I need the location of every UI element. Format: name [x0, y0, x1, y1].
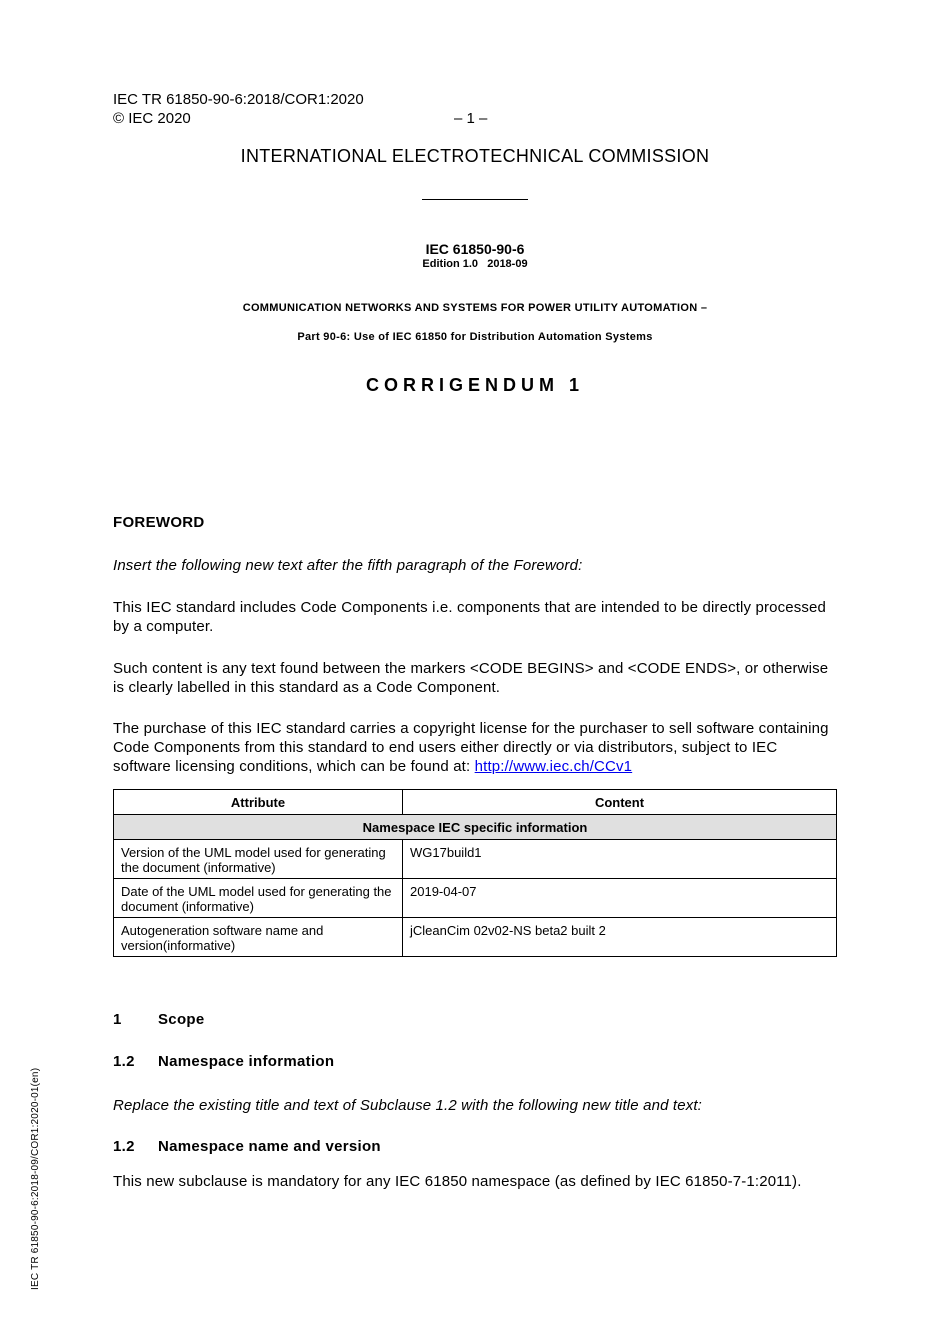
- content-cell: jCleanCim 02v02-NS beta2 built 2: [403, 918, 837, 957]
- table-row: [114, 879, 837, 918]
- foreword-paragraph-1: [113, 598, 837, 636]
- edition: Edition 1.0 2018-09: [422, 258, 528, 270]
- paragraph-text: This IEC standard includes Code Components i.e. components that are intended to be directly processed by a computer.: [113, 599, 827, 635]
- table-group-row: [114, 815, 837, 840]
- group-label: Namespace IEC specific information: [114, 815, 837, 840]
- final-paragraph: [113, 1172, 837, 1191]
- column-header: Content: [403, 790, 837, 815]
- foreword-heading: FOREWORD: [113, 514, 205, 531]
- page-number: – 1 –: [454, 110, 488, 127]
- attribute-cell: Autogeneration software name and version(informative): [114, 918, 403, 957]
- ccv1-link[interactable]: http://www.iec.ch/CCv1: [474, 758, 633, 775]
- section-number: 1.2: [113, 1138, 135, 1155]
- section-title: Scope: [158, 1011, 205, 1028]
- section-number: 1: [113, 1011, 122, 1028]
- paragraph-text: This new subclause is mandatory for any IEC 61850 namespace (as defined by IEC 61850-7-1:2011).: [113, 1173, 802, 1190]
- standard-title: COMMUNICATION NETWORKS AND SYSTEMS FOR POWER UTILITY AUTOMATION –: [242, 302, 708, 314]
- table-row: [114, 840, 837, 879]
- paragraph-text: The purchase of this IEC standard carries a copyright license for the purchaser to sell software containing Code Components from this standard to end users either directly or via distributors, subject to IEC software licensing conditions, which can be found at:: [113, 720, 829, 775]
- section-title: Namespace name and version: [158, 1138, 381, 1155]
- table-header-row: [114, 790, 837, 815]
- paragraph-text: Such content is any text found between the markers <CODE BEGINS> and <CODE ENDS>, or otherwise is clearly labelled in this standard as a Code Component.: [113, 660, 829, 696]
- attribute-cell: Date of the UML model used for generating the document (informative): [114, 879, 403, 918]
- corrigendum-title: CORRIGENDUM 1: [365, 375, 584, 395]
- sidebar-reference: IEC TR 61850-90-6:2018-09/COR1:2020-01(en): [30, 1067, 41, 1290]
- title-divider: [422, 199, 528, 200]
- standard-part: Part 90-6: Use of IEC 61850 for Distribution Automation Systems: [297, 331, 653, 343]
- foreword-paragraph-2: [113, 659, 837, 697]
- standard-number: IEC 61850-90-6: [425, 241, 525, 257]
- organization-title: INTERNATIONAL ELECTROTECHNICAL COMMISSION: [240, 146, 710, 166]
- section-1-2-new-heading: [113, 1138, 381, 1155]
- table-row: [114, 918, 837, 957]
- namespace-table: [113, 789, 837, 957]
- copyright: © IEC 2020: [113, 110, 191, 127]
- section-number: 1.2: [113, 1053, 135, 1070]
- section-1-heading: [113, 1011, 205, 1028]
- column-header: Attribute: [114, 790, 403, 815]
- section-title: Namespace information: [158, 1053, 335, 1070]
- content-cell: 2019-04-07: [403, 879, 837, 918]
- content-cell: WG17build1: [403, 840, 837, 879]
- replace-instruction: Replace the existing title and text of Subclause 1.2 with the following new title and text:: [113, 1097, 702, 1114]
- foreword-instruction: Insert the following new text after the fifth paragraph of the Foreword:: [113, 557, 583, 574]
- foreword-paragraph-3: [113, 719, 837, 776]
- section-1-2-heading: [113, 1053, 334, 1070]
- attribute-cell: Version of the UML model used for generating the document (informative): [114, 840, 403, 879]
- document-id: IEC TR 61850-90-6:2018/COR1:2020: [113, 91, 364, 108]
